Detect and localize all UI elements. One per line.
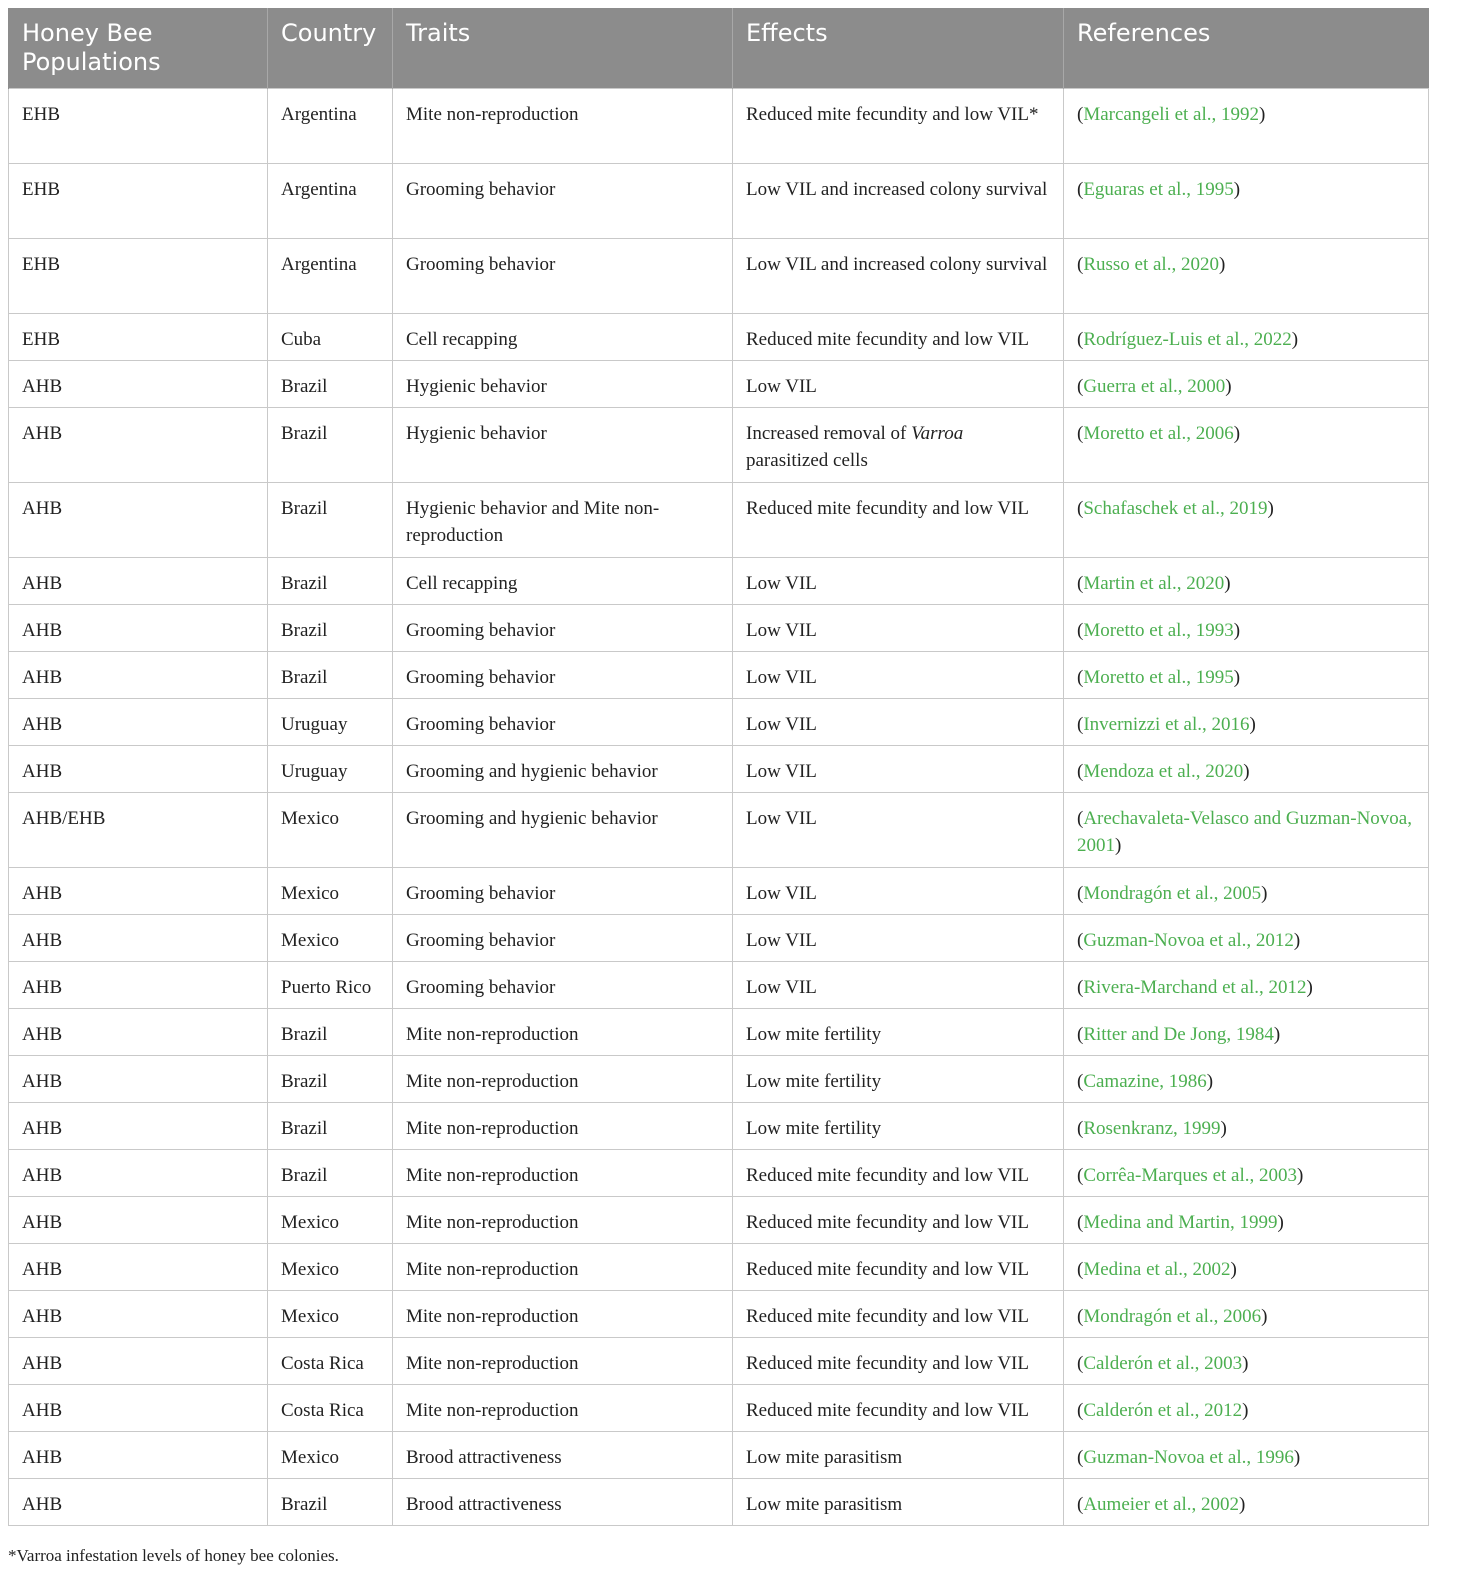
- cell-country: Mexico: [268, 867, 393, 914]
- cell-effects: Low mite fertility: [733, 1102, 1064, 1149]
- close-paren: ): [1233, 666, 1241, 688]
- open-paren: (: [1077, 666, 1084, 688]
- cell-reference: [1064, 1008, 1429, 1055]
- cell-country: Brazil: [268, 1149, 393, 1196]
- open-paren: (: [1077, 713, 1084, 735]
- cell-traits: Mite non-reproduction: [393, 88, 733, 163]
- cell-country: Brazil: [268, 604, 393, 651]
- reference-link[interactable]: Moretto et al., 2006: [1083, 422, 1234, 444]
- table-row: [9, 698, 1429, 745]
- close-paren: ): [1261, 1305, 1268, 1327]
- cell-reference: [1064, 360, 1429, 407]
- cell-country: Argentina: [268, 238, 393, 313]
- cell-reference: [1064, 1431, 1429, 1478]
- cell-traits: Mite non-reproduction: [393, 1149, 733, 1196]
- reference-link[interactable]: Invernizzi et al., 2016: [1083, 713, 1250, 735]
- reference-link[interactable]: Rodríguez-Luis et al., 2022: [1083, 328, 1292, 350]
- cell-effects: Reduced mite fecundity and low VIL: [733, 313, 1064, 360]
- cell-effects: Low VIL: [733, 914, 1064, 961]
- cell-effects: Low VIL: [733, 651, 1064, 698]
- cell-population: AHB: [9, 1337, 268, 1384]
- open-paren: (: [1077, 807, 1084, 829]
- cell-country: Costa Rica: [268, 1384, 393, 1431]
- cell-country: Argentina: [268, 163, 393, 238]
- cell-population: EHB: [9, 88, 268, 163]
- cell-traits: Mite non-reproduction: [393, 1384, 733, 1431]
- cell-traits: Grooming behavior: [393, 238, 733, 313]
- cell-reference: [1064, 1196, 1429, 1243]
- cell-effects: Low mite fertility: [733, 1008, 1064, 1055]
- cell-population: AHB: [9, 604, 268, 651]
- close-paren: ): [1273, 1023, 1281, 1045]
- open-paren: (: [1077, 422, 1084, 444]
- cell-effects: Reduced mite fecundity and low VIL: [733, 1196, 1064, 1243]
- close-paren: ): [1243, 760, 1250, 782]
- open-paren: (: [1077, 1164, 1084, 1186]
- open-paren: (: [1077, 1023, 1084, 1045]
- cell-country: Cuba: [268, 313, 393, 360]
- open-paren: (: [1077, 103, 1084, 125]
- cell-population: AHB: [9, 1149, 268, 1196]
- close-paren: ): [1249, 713, 1256, 735]
- cell-reference: [1064, 961, 1429, 1008]
- open-paren: (: [1077, 760, 1084, 782]
- cell-reference: [1064, 1102, 1429, 1149]
- cell-country: Mexico: [268, 792, 393, 867]
- cell-effects: Reduced mite fecundity and low VIL: [733, 1243, 1064, 1290]
- reference-link[interactable]: Medina et al., 2002: [1083, 1258, 1231, 1280]
- reference-link[interactable]: Rivera-Marchand et al., 2012: [1083, 976, 1307, 998]
- table-footnote: *Varroa infestation levels of honey bee colonies.: [8, 1546, 339, 1565]
- close-paren: ): [1233, 422, 1241, 444]
- cell-population: AHB: [9, 914, 268, 961]
- table-row: [9, 88, 1429, 163]
- reference-link[interactable]: Mondragón et al., 2006: [1083, 1305, 1262, 1327]
- table-row: [9, 651, 1429, 698]
- open-paren: (: [1077, 178, 1084, 200]
- open-paren: (: [1077, 328, 1084, 350]
- close-paren: ): [1218, 253, 1226, 275]
- cell-population: EHB: [9, 313, 268, 360]
- open-paren: (: [1077, 1070, 1084, 1092]
- cell-effects: Low mite fertility: [733, 1055, 1064, 1102]
- reference-link[interactable]: Marcangeli et al., 1992: [1083, 103, 1260, 125]
- cell-country: Mexico: [268, 1431, 393, 1478]
- table-row: [9, 914, 1429, 961]
- cell-reference: [1064, 1149, 1429, 1196]
- cell-traits: Hygienic behavior: [393, 407, 733, 482]
- cell-population: AHB: [9, 867, 268, 914]
- close-paren: ): [1233, 619, 1241, 641]
- cell-effects: Low VIL: [733, 604, 1064, 651]
- cell-traits: Grooming behavior: [393, 651, 733, 698]
- table-row: [9, 1149, 1429, 1196]
- close-paren: ): [1297, 1164, 1304, 1186]
- cell-effects: Low VIL: [733, 745, 1064, 792]
- cell-traits: Grooming behavior: [393, 961, 733, 1008]
- close-paren: ): [1242, 1399, 1249, 1421]
- open-paren: (: [1077, 1446, 1084, 1468]
- cell-country: Brazil: [268, 360, 393, 407]
- reference-link[interactable]: Calderón et al., 2003: [1083, 1352, 1243, 1374]
- cell-population: AHB: [9, 745, 268, 792]
- cell-reference: [1064, 1384, 1429, 1431]
- cell-reference: [1064, 313, 1429, 360]
- table-row: [9, 1102, 1429, 1149]
- cell-population: EHB: [9, 163, 268, 238]
- cell-reference: [1064, 1243, 1429, 1290]
- cell-effects: Reduced mite fecundity and low VIL: [733, 482, 1064, 557]
- cell-reference: [1064, 88, 1429, 163]
- table-row: [9, 1337, 1429, 1384]
- open-paren: (: [1077, 1399, 1084, 1421]
- cell-country: Brazil: [268, 1008, 393, 1055]
- close-paren: ): [1233, 178, 1241, 200]
- reference-link[interactable]: Martin et al., 2020: [1083, 572, 1225, 594]
- cell-country: Brazil: [268, 1102, 393, 1149]
- effects-genus-name: Varroa: [911, 422, 964, 444]
- cell-traits: Grooming and hygienic behavior: [393, 792, 733, 867]
- cell-traits: Mite non-reproduction: [393, 1290, 733, 1337]
- cell-reference: [1064, 792, 1429, 867]
- table-row: [9, 792, 1429, 867]
- open-paren: (: [1077, 882, 1084, 904]
- reference-link[interactable]: Ritter and De Jong, 1984: [1083, 1023, 1274, 1045]
- cell-population: AHB: [9, 1290, 268, 1337]
- cell-traits: Mite non-reproduction: [393, 1243, 733, 1290]
- close-paren: ): [1306, 976, 1313, 998]
- cell-country: Uruguay: [268, 745, 393, 792]
- cell-effects: Low VIL and increased colony survival: [733, 163, 1064, 238]
- table-row: [9, 1290, 1429, 1337]
- table-row: [9, 163, 1429, 238]
- close-paren: ): [1259, 103, 1266, 125]
- cell-country: Brazil: [268, 651, 393, 698]
- reference-link[interactable]: Medina and Martin, 1999: [1083, 1211, 1278, 1233]
- reference-link[interactable]: Arechavaleta-Velasco and Guzman-Novoa, 2001: [1077, 807, 1412, 856]
- reference-link[interactable]: Guzman-Novoa et al., 1996: [1083, 1446, 1294, 1468]
- reference-link[interactable]: Moretto et al., 1993: [1083, 619, 1234, 641]
- open-paren: (: [1077, 375, 1084, 397]
- header-references: References: [1064, 8, 1429, 88]
- cell-population: AHB: [9, 698, 268, 745]
- close-paren: ): [1225, 375, 1232, 397]
- cell-effects: Low VIL: [733, 360, 1064, 407]
- cell-traits: Grooming behavior: [393, 604, 733, 651]
- open-paren: (: [1077, 619, 1084, 641]
- cell-traits: Mite non-reproduction: [393, 1055, 733, 1102]
- cell-reference: [1064, 1337, 1429, 1384]
- table-row: [9, 1196, 1429, 1243]
- header-effects: Effects: [733, 8, 1064, 88]
- cell-reference: [1064, 867, 1429, 914]
- cell-traits: Mite non-reproduction: [393, 1337, 733, 1384]
- header-row: [9, 8, 1429, 88]
- close-paren: ): [1206, 1070, 1214, 1092]
- header-honey-bee-populations: Honey Bee Populations: [9, 8, 268, 88]
- close-paren: ): [1267, 497, 1274, 519]
- cell-population: AHB: [9, 407, 268, 482]
- cell-reference: [1064, 482, 1429, 557]
- table-row: [9, 557, 1429, 604]
- cell-traits: Grooming behavior: [393, 914, 733, 961]
- reference-link[interactable]: Camazine, 1986: [1083, 1070, 1207, 1092]
- cell-population: AHB: [9, 651, 268, 698]
- open-paren: (: [1077, 929, 1084, 951]
- cell-reference: [1064, 1478, 1429, 1525]
- cell-country: Brazil: [268, 1055, 393, 1102]
- close-paren: ): [1115, 834, 1122, 856]
- cell-effects: Reduced mite fecundity and low VIL*: [733, 88, 1064, 163]
- cell-effects: Reduced mite fecundity and low VIL: [733, 1384, 1064, 1431]
- cell-reference: [1064, 914, 1429, 961]
- table-row: [9, 238, 1429, 313]
- cell-reference: [1064, 1055, 1429, 1102]
- open-paren: (: [1077, 1493, 1084, 1515]
- table-row: [9, 961, 1429, 1008]
- close-paren: ): [1220, 1117, 1227, 1139]
- cell-traits: Brood attractiveness: [393, 1431, 733, 1478]
- cell-population: AHB: [9, 1102, 268, 1149]
- cell-population: EHB: [9, 238, 268, 313]
- close-paren: ): [1293, 1446, 1301, 1468]
- table-row: [9, 407, 1429, 482]
- close-paren: ): [1277, 1211, 1284, 1233]
- table-row: [9, 1384, 1429, 1431]
- close-paren: ): [1238, 1493, 1246, 1515]
- cell-country: Mexico: [268, 914, 393, 961]
- table-row: [9, 1431, 1429, 1478]
- cell-effects: Low mite parasitism: [733, 1431, 1064, 1478]
- cell-traits: Grooming behavior: [393, 867, 733, 914]
- header-traits: Traits: [393, 8, 733, 88]
- reference-link[interactable]: Schafaschek et al., 2019: [1083, 497, 1268, 519]
- cell-country: Puerto Rico: [268, 961, 393, 1008]
- cell-effects: Reduced mite fecundity and low VIL: [733, 1337, 1064, 1384]
- cell-effects: Low VIL: [733, 698, 1064, 745]
- open-paren: (: [1077, 572, 1084, 594]
- reference-link[interactable]: Russo et al., 2020: [1083, 253, 1219, 275]
- table-row: [9, 604, 1429, 651]
- reference-link[interactable]: Rosenkranz, 1999: [1083, 1117, 1221, 1139]
- cell-effects: [733, 407, 1064, 482]
- table-row: [9, 1055, 1429, 1102]
- cell-traits: Hygienic behavior: [393, 360, 733, 407]
- reference-link[interactable]: Aumeier et al., 2002: [1083, 1493, 1239, 1515]
- cell-traits: Hygienic behavior and Mite non-reproduction: [393, 482, 733, 557]
- effects-text: parasitized cells: [746, 449, 868, 471]
- open-paren: (: [1077, 253, 1084, 275]
- table-row: [9, 1008, 1429, 1055]
- cell-reference: [1064, 407, 1429, 482]
- cell-reference: [1064, 651, 1429, 698]
- table-row: [9, 313, 1429, 360]
- cell-effects: Low VIL: [733, 557, 1064, 604]
- table-row: [9, 745, 1429, 792]
- cell-reference: [1064, 604, 1429, 651]
- header-country: Country: [268, 8, 393, 88]
- cell-traits: Cell recapping: [393, 557, 733, 604]
- reference-link[interactable]: Guzman-Novoa et al., 2012: [1083, 929, 1294, 951]
- cell-effects: Low mite parasitism: [733, 1478, 1064, 1525]
- cell-reference: [1064, 163, 1429, 238]
- cell-population: AHB: [9, 1008, 268, 1055]
- reference-link[interactable]: Mondragón et al., 2005: [1083, 882, 1262, 904]
- cell-traits: Mite non-reproduction: [393, 1196, 733, 1243]
- cell-country: Mexico: [268, 1243, 393, 1290]
- cell-country: Uruguay: [268, 698, 393, 745]
- close-paren: ): [1261, 882, 1268, 904]
- open-paren: (: [1077, 976, 1084, 998]
- table-header: [9, 8, 1429, 88]
- close-paren: ): [1293, 929, 1301, 951]
- open-paren: (: [1077, 1352, 1084, 1374]
- close-paren: ): [1224, 572, 1231, 594]
- open-paren: (: [1077, 1258, 1084, 1280]
- cell-country: Brazil: [268, 482, 393, 557]
- reference-link[interactable]: Calderón et al., 2012: [1083, 1399, 1243, 1421]
- cell-population: AHB: [9, 1055, 268, 1102]
- cell-population: AHB: [9, 1431, 268, 1478]
- close-paren: ): [1242, 1352, 1249, 1374]
- table-row: [9, 867, 1429, 914]
- table-row: [9, 1478, 1429, 1525]
- cell-country: Brazil: [268, 407, 393, 482]
- cell-traits: Cell recapping: [393, 313, 733, 360]
- reference-link[interactable]: Corrêa-Marques et al., 2003: [1083, 1164, 1298, 1186]
- cell-reference: [1064, 238, 1429, 313]
- cell-traits: Mite non-reproduction: [393, 1008, 733, 1055]
- cell-effects: Low VIL: [733, 792, 1064, 867]
- table-row: [9, 1243, 1429, 1290]
- cell-traits: Grooming behavior: [393, 698, 733, 745]
- cell-country: Argentina: [268, 88, 393, 163]
- cell-traits: Grooming and hygienic behavior: [393, 745, 733, 792]
- open-paren: (: [1077, 1305, 1084, 1327]
- cell-effects: Low VIL: [733, 961, 1064, 1008]
- effects-text: Increased removal of: [746, 422, 912, 444]
- open-paren: (: [1077, 1117, 1084, 1139]
- cell-effects: Low VIL and increased colony survival: [733, 238, 1064, 313]
- cell-traits: Brood attractiveness: [393, 1478, 733, 1525]
- cell-population: AHB: [9, 360, 268, 407]
- cell-country: Mexico: [268, 1196, 393, 1243]
- cell-traits: Mite non-reproduction: [393, 1102, 733, 1149]
- table-row: [9, 482, 1429, 557]
- cell-population: AHB/EHB: [9, 792, 268, 867]
- cell-population: AHB: [9, 1384, 268, 1431]
- cell-population: AHB: [9, 1478, 268, 1525]
- cell-population: AHB: [9, 557, 268, 604]
- reference-link[interactable]: Guerra et al., 2000: [1083, 375, 1226, 397]
- cell-effects: Low VIL: [733, 867, 1064, 914]
- cell-country: Brazil: [268, 1478, 393, 1525]
- close-paren: ): [1291, 328, 1299, 350]
- cell-country: Costa Rica: [268, 1337, 393, 1384]
- cell-reference: [1064, 1290, 1429, 1337]
- cell-population: AHB: [9, 1196, 268, 1243]
- cell-population: AHB: [9, 482, 268, 557]
- cell-country: Mexico: [268, 1290, 393, 1337]
- reference-link[interactable]: Mendoza et al., 2020: [1083, 760, 1244, 782]
- reference-link[interactable]: Moretto et al., 1995: [1083, 666, 1234, 688]
- open-paren: (: [1077, 497, 1084, 519]
- table-body: [9, 88, 1429, 1525]
- cell-effects: Reduced mite fecundity and low VIL: [733, 1290, 1064, 1337]
- cell-effects: Reduced mite fecundity and low VIL: [733, 1149, 1064, 1196]
- cell-reference: [1064, 557, 1429, 604]
- cell-population: AHB: [9, 1243, 268, 1290]
- close-paren: ): [1230, 1258, 1237, 1280]
- cell-reference: [1064, 745, 1429, 792]
- reference-link[interactable]: Eguaras et al., 1995: [1083, 178, 1234, 200]
- open-paren: (: [1077, 1211, 1084, 1233]
- cell-population: AHB: [9, 961, 268, 1008]
- cell-traits: Grooming behavior: [393, 163, 733, 238]
- table-row: [9, 360, 1429, 407]
- cell-country: Brazil: [268, 557, 393, 604]
- data-table: [8, 8, 1429, 1526]
- cell-reference: [1064, 698, 1429, 745]
